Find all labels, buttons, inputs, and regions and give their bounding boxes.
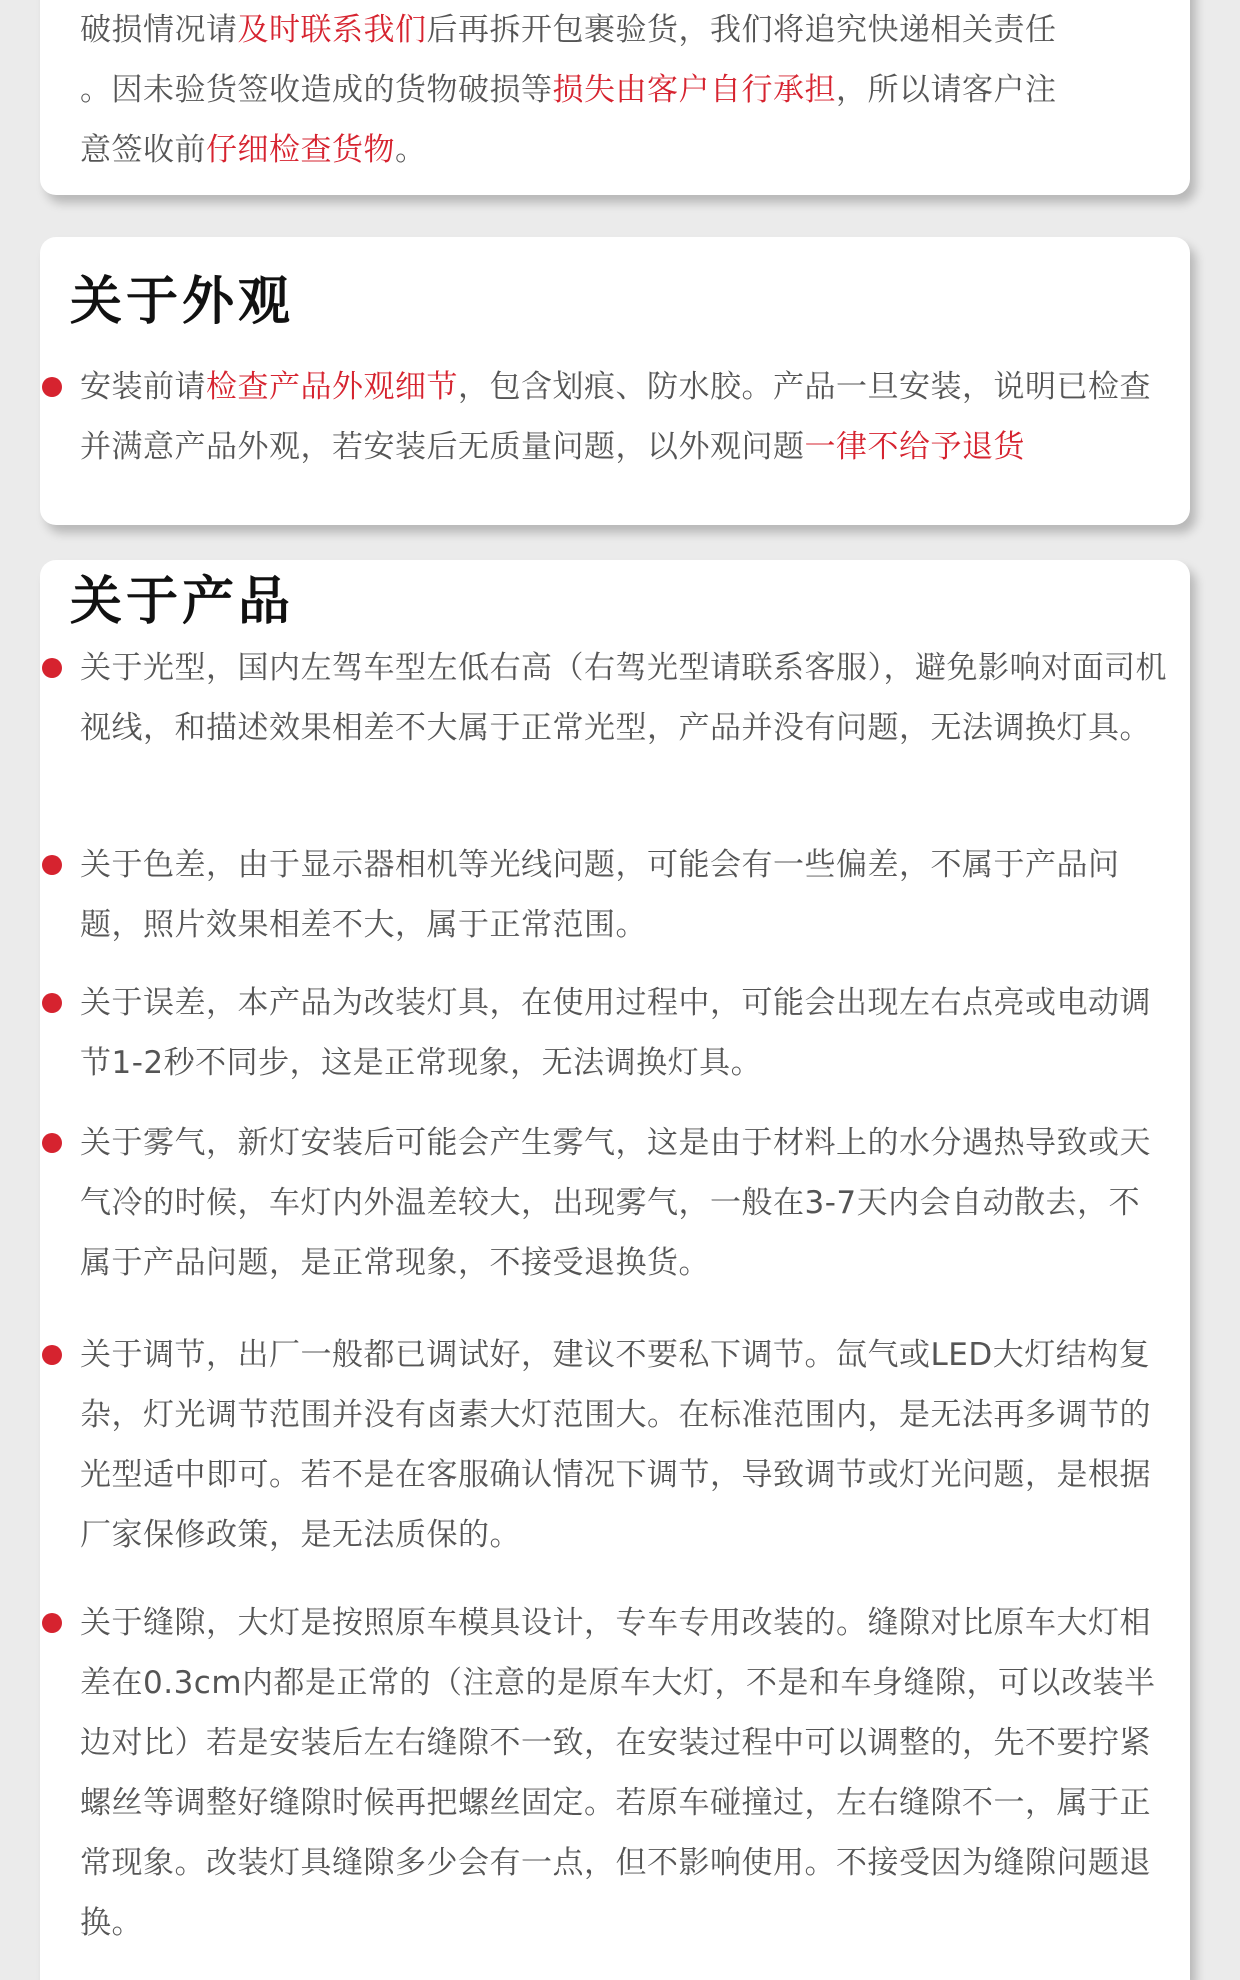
bullet-dot-icon [42, 993, 62, 1013]
notice-line2-text: 。因未验货签收造成的货物破损等 [80, 72, 553, 108]
bullet-dot-icon [42, 1345, 62, 1365]
item-text-color: 关于色差，由于显示器相机等光线问题，可能会有一些偏差，不属于产品问题，照片效果相差不大，属于正常范围。 [80, 847, 1120, 943]
product-title: 关于产品 [70, 572, 295, 632]
notice-line1-text: 破损情况请 [80, 12, 238, 48]
product-card [40, 560, 1190, 1980]
item-text-beam: 关于光型，国内左驾车型左低右高（右驾光型请联系客服），避免影响对面司机视线，和描述效果相差不大属于正常光型，产品并没有问题，无法调换灯具。 [80, 650, 1167, 746]
appearance-text-pre: 安装前请 [80, 369, 206, 405]
notice-line3-tail: 。 [395, 132, 427, 168]
inspect-goods-highlight: 仔细检查货物 [206, 132, 395, 168]
item-text-adjust: 关于调节，出厂一般都已调试好，建议不要私下调节。氙气或LED大灯结构复杂，灯光调节范围并没有卤素大灯范围大。在标准范围内，是无法再多调节的光型适中即可。若不是在客服确认情况下调节，导致调节或灯光问题，是根据厂家保修政策，是无法质保的。 [80, 1337, 1151, 1553]
no-return-highlight: 一律不给予退货 [804, 429, 1025, 465]
notice-paragraph [80, 0, 1170, 180]
appearance-text [80, 357, 1170, 477]
bullet-dot-icon [42, 1133, 62, 1153]
appearance-text-mid: ，包含划痕、防水胶。产品一旦安装，说明已检查并满意产品外观，若安装后无质量问题，以外观问题 [80, 369, 1151, 465]
item-text-error: 关于误差，本产品为改装灯具，在使用过程中，可能会出现左右点亮或电动调节1-2秒不同步，这是正常现象，无法调换灯具。 [80, 985, 1151, 1081]
bullet-dot-icon [42, 377, 62, 397]
check-appearance-highlight: 检查产品外观细节 [206, 369, 458, 405]
contact-us-highlight: 及时联系我们 [237, 12, 427, 48]
bullet-dot-icon [42, 1613, 62, 1633]
appearance-title: 关于外观 [70, 272, 295, 332]
notice-line2-tail: ，所以请客户注 [836, 72, 1057, 108]
bullet-dot-icon [42, 658, 62, 678]
item-text-fog: 关于雾气，新灯安装后可能会产生雾气，这是由于材料上的水分遇热导致或天气冷的时候，车灯内外温差较大，出现雾气，一般在3-7天内会自动散去，不属于产品问题，是正常现象，不接受退换货。 [80, 1125, 1151, 1281]
appearance-card [40, 237, 1190, 525]
notice-card [40, 0, 1190, 195]
notice-line1-tail: 后再拆开包裹验货，我们将追究快递相关责任 [426, 12, 1057, 48]
notice-line3-text: 意签收前 [80, 132, 206, 168]
customer-loss-highlight: 损失由客户自行承担 [552, 72, 836, 108]
bullet-dot-icon [42, 855, 62, 875]
item-text-gap: 关于缝隙，大灯是按照原车模具设计，专车专用改装的。缝隙对比原车大灯相差在0.3cm内都是正常的（注意的是原车大灯，不是和车身缝隙，可以改装半边对比）若是安装后左右缝隙不一致，在安装过程中可以调整的，先不要拧紧螺丝等调整好缝隙时候再把螺丝固定。若原车碰撞过，左右缝隙不一，属于正常现象。改装灯具缝隙多少会有一点，但不影响使用。不接受因为缝隙问题退换。 [80, 1605, 1156, 1941]
